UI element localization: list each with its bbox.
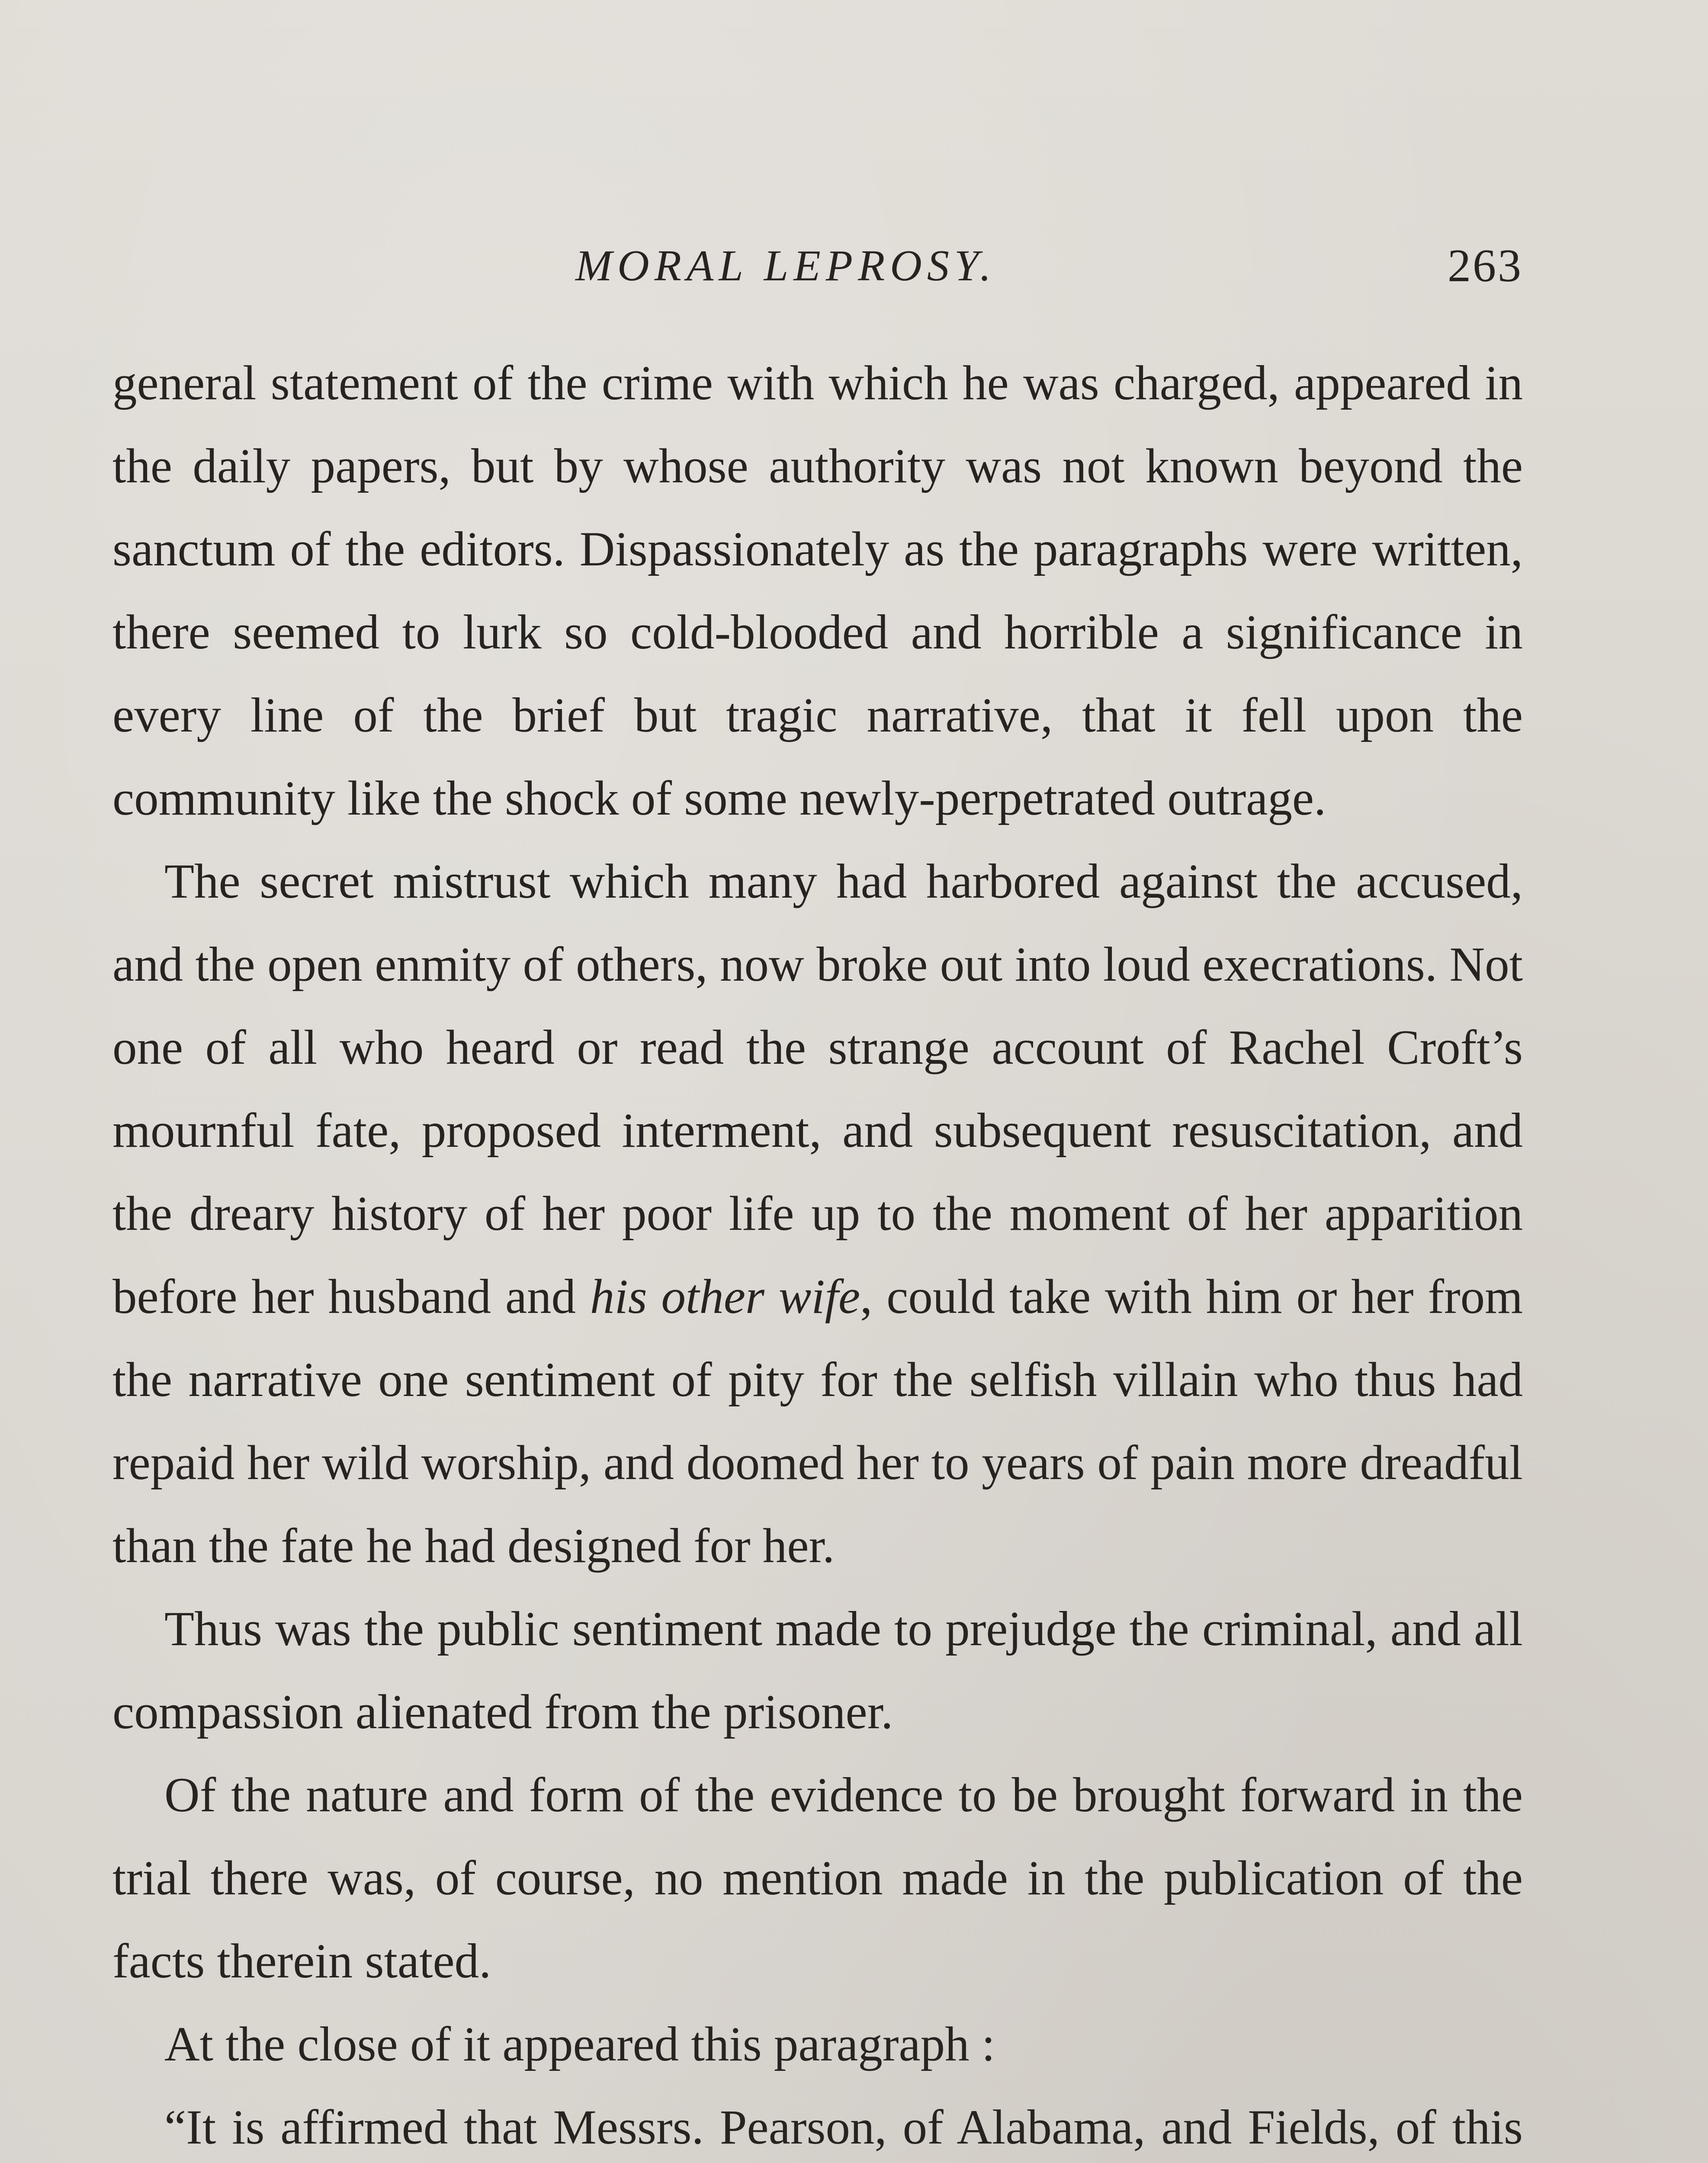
text-segment: , could take with him or her from the narrative one sentiment of pity for the selfish villain who thus had repaid her wild worship, and doomed her to years of pain more dreadful than the fate he had designed for her. xyxy=(112,1270,1523,1573)
text-segment: “It is affirmed that Messrs. Pearson, of Alabama, and Fields, of this xyxy=(164,2100,1523,2154)
running-head xyxy=(112,236,1523,296)
paragraph-1 xyxy=(112,342,1523,840)
text-segment: The secret mistrust which many had harbored against the accused, and the open enmity of others, now broke out into loud execrations. Not one of all who heard or read the strange account of Rachel Croft’s mournful fate, proposed interment, and subsequent resuscitation, and the dreary history of her poor life up to the moment of her apparition before her husband and xyxy=(112,854,1523,1324)
page-number: 263 xyxy=(1448,240,1523,292)
text-segment: Of the nature and form of the evidence to be brought forward in the trial there was, of course, no mention made in the publication of the facts therein stated. xyxy=(112,1768,1523,1988)
paragraph-3 xyxy=(112,1588,1523,1754)
paragraph-2 xyxy=(112,840,1523,1588)
text-segment: At the close of it appeared this paragraph : xyxy=(164,2017,995,2071)
paragraph-6 xyxy=(112,2086,1523,2163)
text-segment: Thus was the public sentiment made to prejudge the criminal, and all compassion alienated from the prisoner. xyxy=(112,1602,1523,1739)
italic-emphasis: his other wife xyxy=(590,1270,860,1324)
paragraph-4 xyxy=(112,1754,1523,2003)
text-segment: general statement of the crime with which he was charged, appeared in the daily papers, but by whose authority was not known beyond the sanctum of the editors. Dispassionately as the paragraphs were written, there seemed to lurk so cold-blooded and horrible a significance in every line of the brief but tragic narrative, that it fell upon the community like the shock of some newly-perpetrated outrage. xyxy=(112,356,1523,825)
body-text xyxy=(112,342,1523,2163)
running-title: MORAL LEPROSY. xyxy=(575,241,996,290)
paragraph-5 xyxy=(112,2003,1523,2086)
